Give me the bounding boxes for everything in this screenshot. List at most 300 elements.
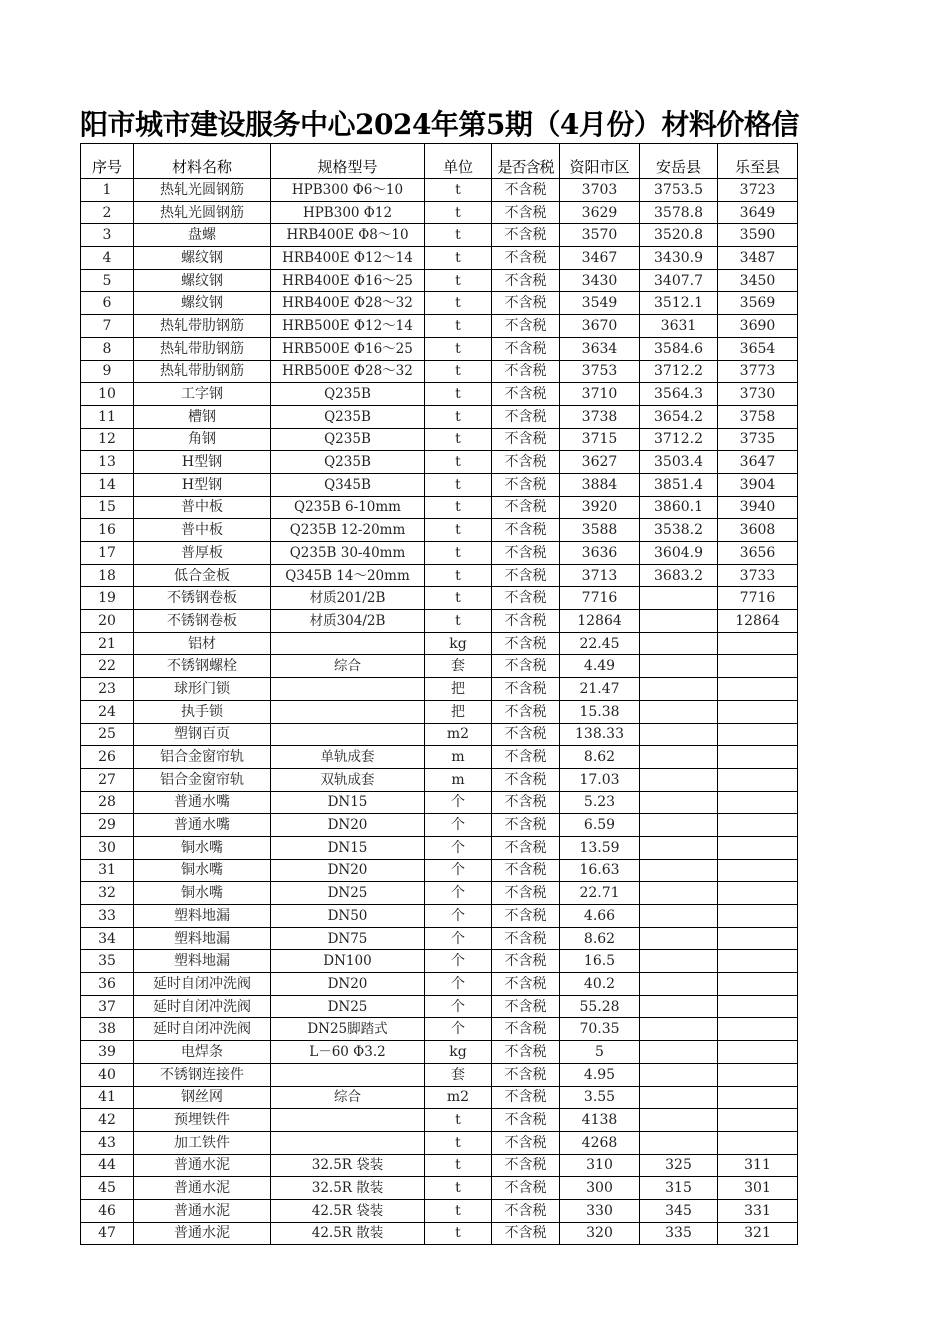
cell-spec: DN15 [271,791,425,814]
cell-spec [271,678,425,701]
cell-unit: 个 [425,882,492,905]
cell-index: 29 [81,814,134,837]
cell-tax: 不含税 [492,1086,560,1109]
table-row [81,451,798,474]
cell-ziyang-price: 320 [560,1222,640,1245]
cell-material-name: 热轧带肋钢筋 [134,360,271,383]
cell-material-name: 钢丝网 [134,1086,271,1109]
cell-ziyang-price: 16.5 [560,950,640,973]
cell-ziyang-price: 4138 [560,1109,640,1132]
cell-anyue-price [640,905,718,928]
cell-tax: 不含税 [492,247,560,270]
cell-index: 35 [81,950,134,973]
cell-tax: 不含税 [492,1063,560,1086]
table-row [81,1199,798,1222]
cell-spec: 综合 [271,1086,425,1109]
cell-index: 40 [81,1063,134,1086]
cell-spec [271,632,425,655]
cell-lezhi-price: 3487 [718,247,798,270]
cell-material-name: 螺纹钢 [134,292,271,315]
cell-lezhi-price [718,655,798,678]
cell-material-name: 加工铁件 [134,1131,271,1154]
cell-unit: t [425,1222,492,1245]
cell-tax: 不含税 [492,1222,560,1245]
cell-index: 16 [81,519,134,542]
cell-spec: HRB400E Φ8～10 [271,224,425,247]
cell-lezhi-price: 3730 [718,383,798,406]
cell-index: 30 [81,836,134,859]
cell-lezhi-price: 7716 [718,587,798,610]
table-row [81,1041,798,1064]
cell-tax: 不含税 [492,882,560,905]
cell-tax: 不含税 [492,655,560,678]
cell-spec [271,1063,425,1086]
cell-index: 9 [81,360,134,383]
header-row [81,144,798,179]
cell-ziyang-price: 3738 [560,405,640,428]
cell-anyue-price [640,632,718,655]
cell-index: 10 [81,383,134,406]
cell-lezhi-price [718,1131,798,1154]
cell-material-name: H型钢 [134,473,271,496]
table-row [81,269,798,292]
cell-spec: HRB500E Φ28～32 [271,360,425,383]
cell-ziyang-price: 3588 [560,519,640,542]
cell-unit: m [425,768,492,791]
cell-spec: HRB400E Φ16～25 [271,269,425,292]
cell-tax: 不含税 [492,723,560,746]
cell-anyue-price: 3631 [640,315,718,338]
cell-material-name: 普通水泥 [134,1177,271,1200]
cell-tax: 不含税 [492,610,560,633]
cell-material-name: 塑钢百页 [134,723,271,746]
cell-tax: 不含税 [492,519,560,542]
cell-ziyang-price: 22.71 [560,882,640,905]
table-row [81,836,798,859]
cell-tax: 不含税 [492,405,560,428]
cell-ziyang-price: 3467 [560,247,640,270]
cell-tax: 不含税 [492,224,560,247]
cell-index: 27 [81,768,134,791]
cell-unit: t [425,383,492,406]
cell-ziyang-price: 5 [560,1041,640,1064]
cell-spec: DN25脚踏式 [271,1018,425,1041]
cell-unit: kg [425,632,492,655]
cell-unit: 个 [425,814,492,837]
cell-ziyang-price: 3670 [560,315,640,338]
cell-tax: 不含税 [492,496,560,519]
cell-lezhi-price: 3733 [718,564,798,587]
cell-anyue-price: 3407.7 [640,269,718,292]
cell-spec: 32.5R 袋装 [271,1154,425,1177]
cell-ziyang-price: 40.2 [560,973,640,996]
cell-unit: t [425,519,492,542]
table-row [81,496,798,519]
cell-tax: 不含税 [492,632,560,655]
cell-ziyang-price: 5.23 [560,791,640,814]
cell-index: 44 [81,1154,134,1177]
cell-unit: 个 [425,791,492,814]
cell-lezhi-price: 3608 [718,519,798,542]
table-row [81,791,798,814]
cell-index: 43 [81,1131,134,1154]
cell-index: 45 [81,1177,134,1200]
cell-unit: 个 [425,859,492,882]
cell-anyue-price [640,587,718,610]
cell-material-name: 普通水泥 [134,1199,271,1222]
cell-index: 34 [81,927,134,950]
cell-material-name: 塑料地漏 [134,950,271,973]
cell-unit: t [425,564,492,587]
cell-tax: 不含税 [492,292,560,315]
cell-tax: 不含税 [492,1109,560,1132]
document-title: 阳市城市建设服务中心2024年第5期（4月份）材料价格信 [80,108,799,141]
cell-ziyang-price: 3884 [560,473,640,496]
cell-tax: 不含税 [492,836,560,859]
cell-lezhi-price [718,791,798,814]
cell-spec: DN15 [271,836,425,859]
cell-material-name: 延时自闭冲洗阀 [134,973,271,996]
cell-tax: 不含税 [492,1154,560,1177]
cell-unit: t [425,179,492,202]
table-row [81,224,798,247]
cell-ziyang-price: 6.59 [560,814,640,837]
cell-ziyang-price: 3703 [560,179,640,202]
cell-ziyang-price: 3430 [560,269,640,292]
cell-material-name: 铝合金窗帘轨 [134,768,271,791]
cell-ziyang-price: 3570 [560,224,640,247]
table-row [81,678,798,701]
table-row [81,746,798,769]
cell-lezhi-price: 3569 [718,292,798,315]
table-row [81,973,798,996]
cell-tax: 不含税 [492,814,560,837]
table-row [81,927,798,950]
cell-material-name: 工字钢 [134,383,271,406]
cell-lezhi-price [718,882,798,905]
cell-index: 14 [81,473,134,496]
cell-spec: 单轨成套 [271,746,425,769]
cell-ziyang-price: 3753 [560,360,640,383]
table-row [81,1086,798,1109]
cell-spec: Q235B [271,383,425,406]
cell-unit: t [425,405,492,428]
cell-unit: 个 [425,905,492,928]
table-row [81,564,798,587]
cell-lezhi-price [718,859,798,882]
cell-ziyang-price: 70.35 [560,1018,640,1041]
cell-material-name: 铜水嘴 [134,882,271,905]
cell-lezhi-price [718,950,798,973]
cell-lezhi-price [718,973,798,996]
cell-tax: 不含税 [492,269,560,292]
table-body [81,179,798,1245]
cell-material-name: 不锈钢卷板 [134,587,271,610]
header-material-name: 材料名称 [134,144,271,179]
cell-ziyang-price: 300 [560,1177,640,1200]
cell-unit: t [425,224,492,247]
cell-index: 39 [81,1041,134,1064]
cell-ziyang-price: 310 [560,1154,640,1177]
cell-spec: DN100 [271,950,425,973]
cell-index: 17 [81,542,134,565]
cell-anyue-price: 3503.4 [640,451,718,474]
cell-material-name: 螺纹钢 [134,247,271,270]
header-tax-included: 是否含税 [492,144,560,179]
cell-tax: 不含税 [492,905,560,928]
cell-ziyang-price: 4268 [560,1131,640,1154]
cell-anyue-price: 3851.4 [640,473,718,496]
cell-lezhi-price [718,927,798,950]
cell-unit: 个 [425,927,492,950]
cell-spec: DN25 [271,995,425,1018]
cell-unit: 把 [425,678,492,701]
table-row [81,700,798,723]
header-spec: 规格型号 [271,144,425,179]
cell-anyue-price [640,746,718,769]
cell-unit: 个 [425,950,492,973]
cell-spec: DN20 [271,859,425,882]
cell-tax: 不含税 [492,201,560,224]
cell-anyue-price: 335 [640,1222,718,1245]
cell-lezhi-price [718,1041,798,1064]
cell-material-name: 普通水嘴 [134,814,271,837]
cell-material-name: 不锈钢卷板 [134,610,271,633]
table-row [81,610,798,633]
cell-tax: 不含税 [492,542,560,565]
cell-tax: 不含税 [492,700,560,723]
table-row [81,950,798,973]
cell-anyue-price: 3860.1 [640,496,718,519]
cell-anyue-price: 3604.9 [640,542,718,565]
cell-lezhi-price [718,678,798,701]
table-row [81,814,798,837]
cell-unit: t [425,1131,492,1154]
table-row [81,723,798,746]
cell-lezhi-price: 311 [718,1154,798,1177]
cell-index: 5 [81,269,134,292]
cell-ziyang-price: 22.45 [560,632,640,655]
cell-index: 15 [81,496,134,519]
table-row [81,292,798,315]
cell-ziyang-price: 3920 [560,496,640,519]
cell-material-name: 电焊条 [134,1041,271,1064]
cell-index: 18 [81,564,134,587]
cell-anyue-price: 3584.6 [640,337,718,360]
cell-tax: 不含税 [492,587,560,610]
cell-unit: t [425,610,492,633]
cell-material-name: 不锈钢连接件 [134,1063,271,1086]
cell-anyue-price [640,655,718,678]
cell-index: 12 [81,428,134,451]
cell-spec [271,723,425,746]
cell-lezhi-price: 3904 [718,473,798,496]
cell-spec: HPB300 Φ12 [271,201,425,224]
cell-material-name: 角钢 [134,428,271,451]
cell-anyue-price [640,723,718,746]
cell-anyue-price [640,1018,718,1041]
cell-ziyang-price: 8.62 [560,746,640,769]
cell-lezhi-price: 301 [718,1177,798,1200]
cell-material-name: 热轧光圆钢筋 [134,179,271,202]
cell-unit: 套 [425,655,492,678]
cell-anyue-price [640,678,718,701]
header-ziyang-city: 资阳市区 [560,144,640,179]
cell-anyue-price: 3683.2 [640,564,718,587]
table-row [81,1018,798,1041]
table-row [81,383,798,406]
table-row [81,542,798,565]
cell-material-name: 普通水泥 [134,1222,271,1245]
cell-anyue-price [640,882,718,905]
cell-anyue-price [640,836,718,859]
cell-unit: t [425,587,492,610]
cell-unit: t [425,315,492,338]
cell-ziyang-price: 330 [560,1199,640,1222]
cell-index: 7 [81,315,134,338]
cell-anyue-price [640,995,718,1018]
cell-lezhi-price: 3940 [718,496,798,519]
cell-anyue-price [640,973,718,996]
table-row [81,882,798,905]
cell-material-name: 热轧光圆钢筋 [134,201,271,224]
cell-spec: HRB500E Φ12～14 [271,315,425,338]
cell-spec: DN25 [271,882,425,905]
cell-material-name: 铜水嘴 [134,836,271,859]
cell-tax: 不含税 [492,315,560,338]
cell-unit: t [425,201,492,224]
cell-spec [271,700,425,723]
cell-material-name: 槽钢 [134,405,271,428]
table-row [81,587,798,610]
cell-ziyang-price: 3634 [560,337,640,360]
cell-spec: L－60 Φ3.2 [271,1041,425,1064]
cell-index: 28 [81,791,134,814]
cell-spec: DN50 [271,905,425,928]
cell-index: 6 [81,292,134,315]
cell-tax: 不含税 [492,360,560,383]
cell-spec: HPB300 Φ6～10 [271,179,425,202]
cell-ziyang-price: 13.59 [560,836,640,859]
cell-ziyang-price: 15.38 [560,700,640,723]
cell-material-name: H型钢 [134,451,271,474]
cell-anyue-price [640,1109,718,1132]
cell-tax: 不含税 [492,1018,560,1041]
cell-tax: 不含税 [492,179,560,202]
cell-ziyang-price: 138.33 [560,723,640,746]
cell-lezhi-price: 331 [718,1199,798,1222]
cell-tax: 不含税 [492,1177,560,1200]
cell-tax: 不含税 [492,791,560,814]
table-row [81,519,798,542]
cell-index: 37 [81,995,134,1018]
cell-unit: t [425,1199,492,1222]
cell-lezhi-price: 3758 [718,405,798,428]
cell-index: 46 [81,1199,134,1222]
cell-anyue-price [640,814,718,837]
cell-lezhi-price: 3450 [718,269,798,292]
table-row [81,201,798,224]
table-row [81,655,798,678]
table-row [81,247,798,270]
cell-ziyang-price: 3715 [560,428,640,451]
cell-index: 36 [81,973,134,996]
cell-index: 8 [81,337,134,360]
cell-lezhi-price [718,1109,798,1132]
header-anyue-county: 安岳县 [640,144,718,179]
cell-unit: kg [425,1041,492,1064]
cell-lezhi-price [718,1063,798,1086]
cell-anyue-price [640,1086,718,1109]
cell-anyue-price: 345 [640,1199,718,1222]
cell-unit: 个 [425,995,492,1018]
cell-anyue-price [640,927,718,950]
cell-lezhi-price [718,905,798,928]
cell-tax: 不含税 [492,428,560,451]
table-row [81,428,798,451]
cell-lezhi-price [718,768,798,791]
cell-tax: 不含税 [492,950,560,973]
cell-material-name: 螺纹钢 [134,269,271,292]
cell-unit: 套 [425,1063,492,1086]
cell-tax: 不含税 [492,973,560,996]
cell-unit: t [425,542,492,565]
table-row [81,1154,798,1177]
cell-material-name: 铝合金窗帘轨 [134,746,271,769]
cell-tax: 不含税 [492,678,560,701]
cell-ziyang-price: 17.03 [560,768,640,791]
cell-unit: t [425,247,492,270]
cell-anyue-price: 3520.8 [640,224,718,247]
cell-spec [271,1109,425,1132]
cell-anyue-price: 3654.2 [640,405,718,428]
header-unit: 单位 [425,144,492,179]
cell-spec: Q345B 14～20mm [271,564,425,587]
cell-tax: 不含税 [492,451,560,474]
cell-lezhi-price [718,836,798,859]
cell-index: 21 [81,632,134,655]
cell-anyue-price [640,700,718,723]
cell-unit: t [425,1177,492,1200]
cell-ziyang-price: 4.66 [560,905,640,928]
cell-unit: 把 [425,700,492,723]
table-row [81,337,798,360]
cell-anyue-price: 3512.1 [640,292,718,315]
cell-spec: DN20 [271,814,425,837]
cell-ziyang-price: 12864 [560,610,640,633]
cell-material-name: 普厚板 [134,542,271,565]
cell-material-name: 盘螺 [134,224,271,247]
cell-lezhi-price: 3647 [718,451,798,474]
cell-material-name: 塑料地漏 [134,905,271,928]
table-row [81,1131,798,1154]
table-row [81,632,798,655]
cell-lezhi-price [718,995,798,1018]
cell-anyue-price: 3753.5 [640,179,718,202]
cell-index: 2 [81,201,134,224]
cell-unit: 个 [425,836,492,859]
cell-index: 32 [81,882,134,905]
cell-index: 23 [81,678,134,701]
cell-spec: 双轨成套 [271,768,425,791]
cell-lezhi-price [718,814,798,837]
cell-spec: 42.5R 袋装 [271,1199,425,1222]
cell-unit: t [425,292,492,315]
cell-lezhi-price: 3649 [718,201,798,224]
cell-index: 4 [81,247,134,270]
cell-lezhi-price: 3590 [718,224,798,247]
cell-anyue-price: 3538.2 [640,519,718,542]
